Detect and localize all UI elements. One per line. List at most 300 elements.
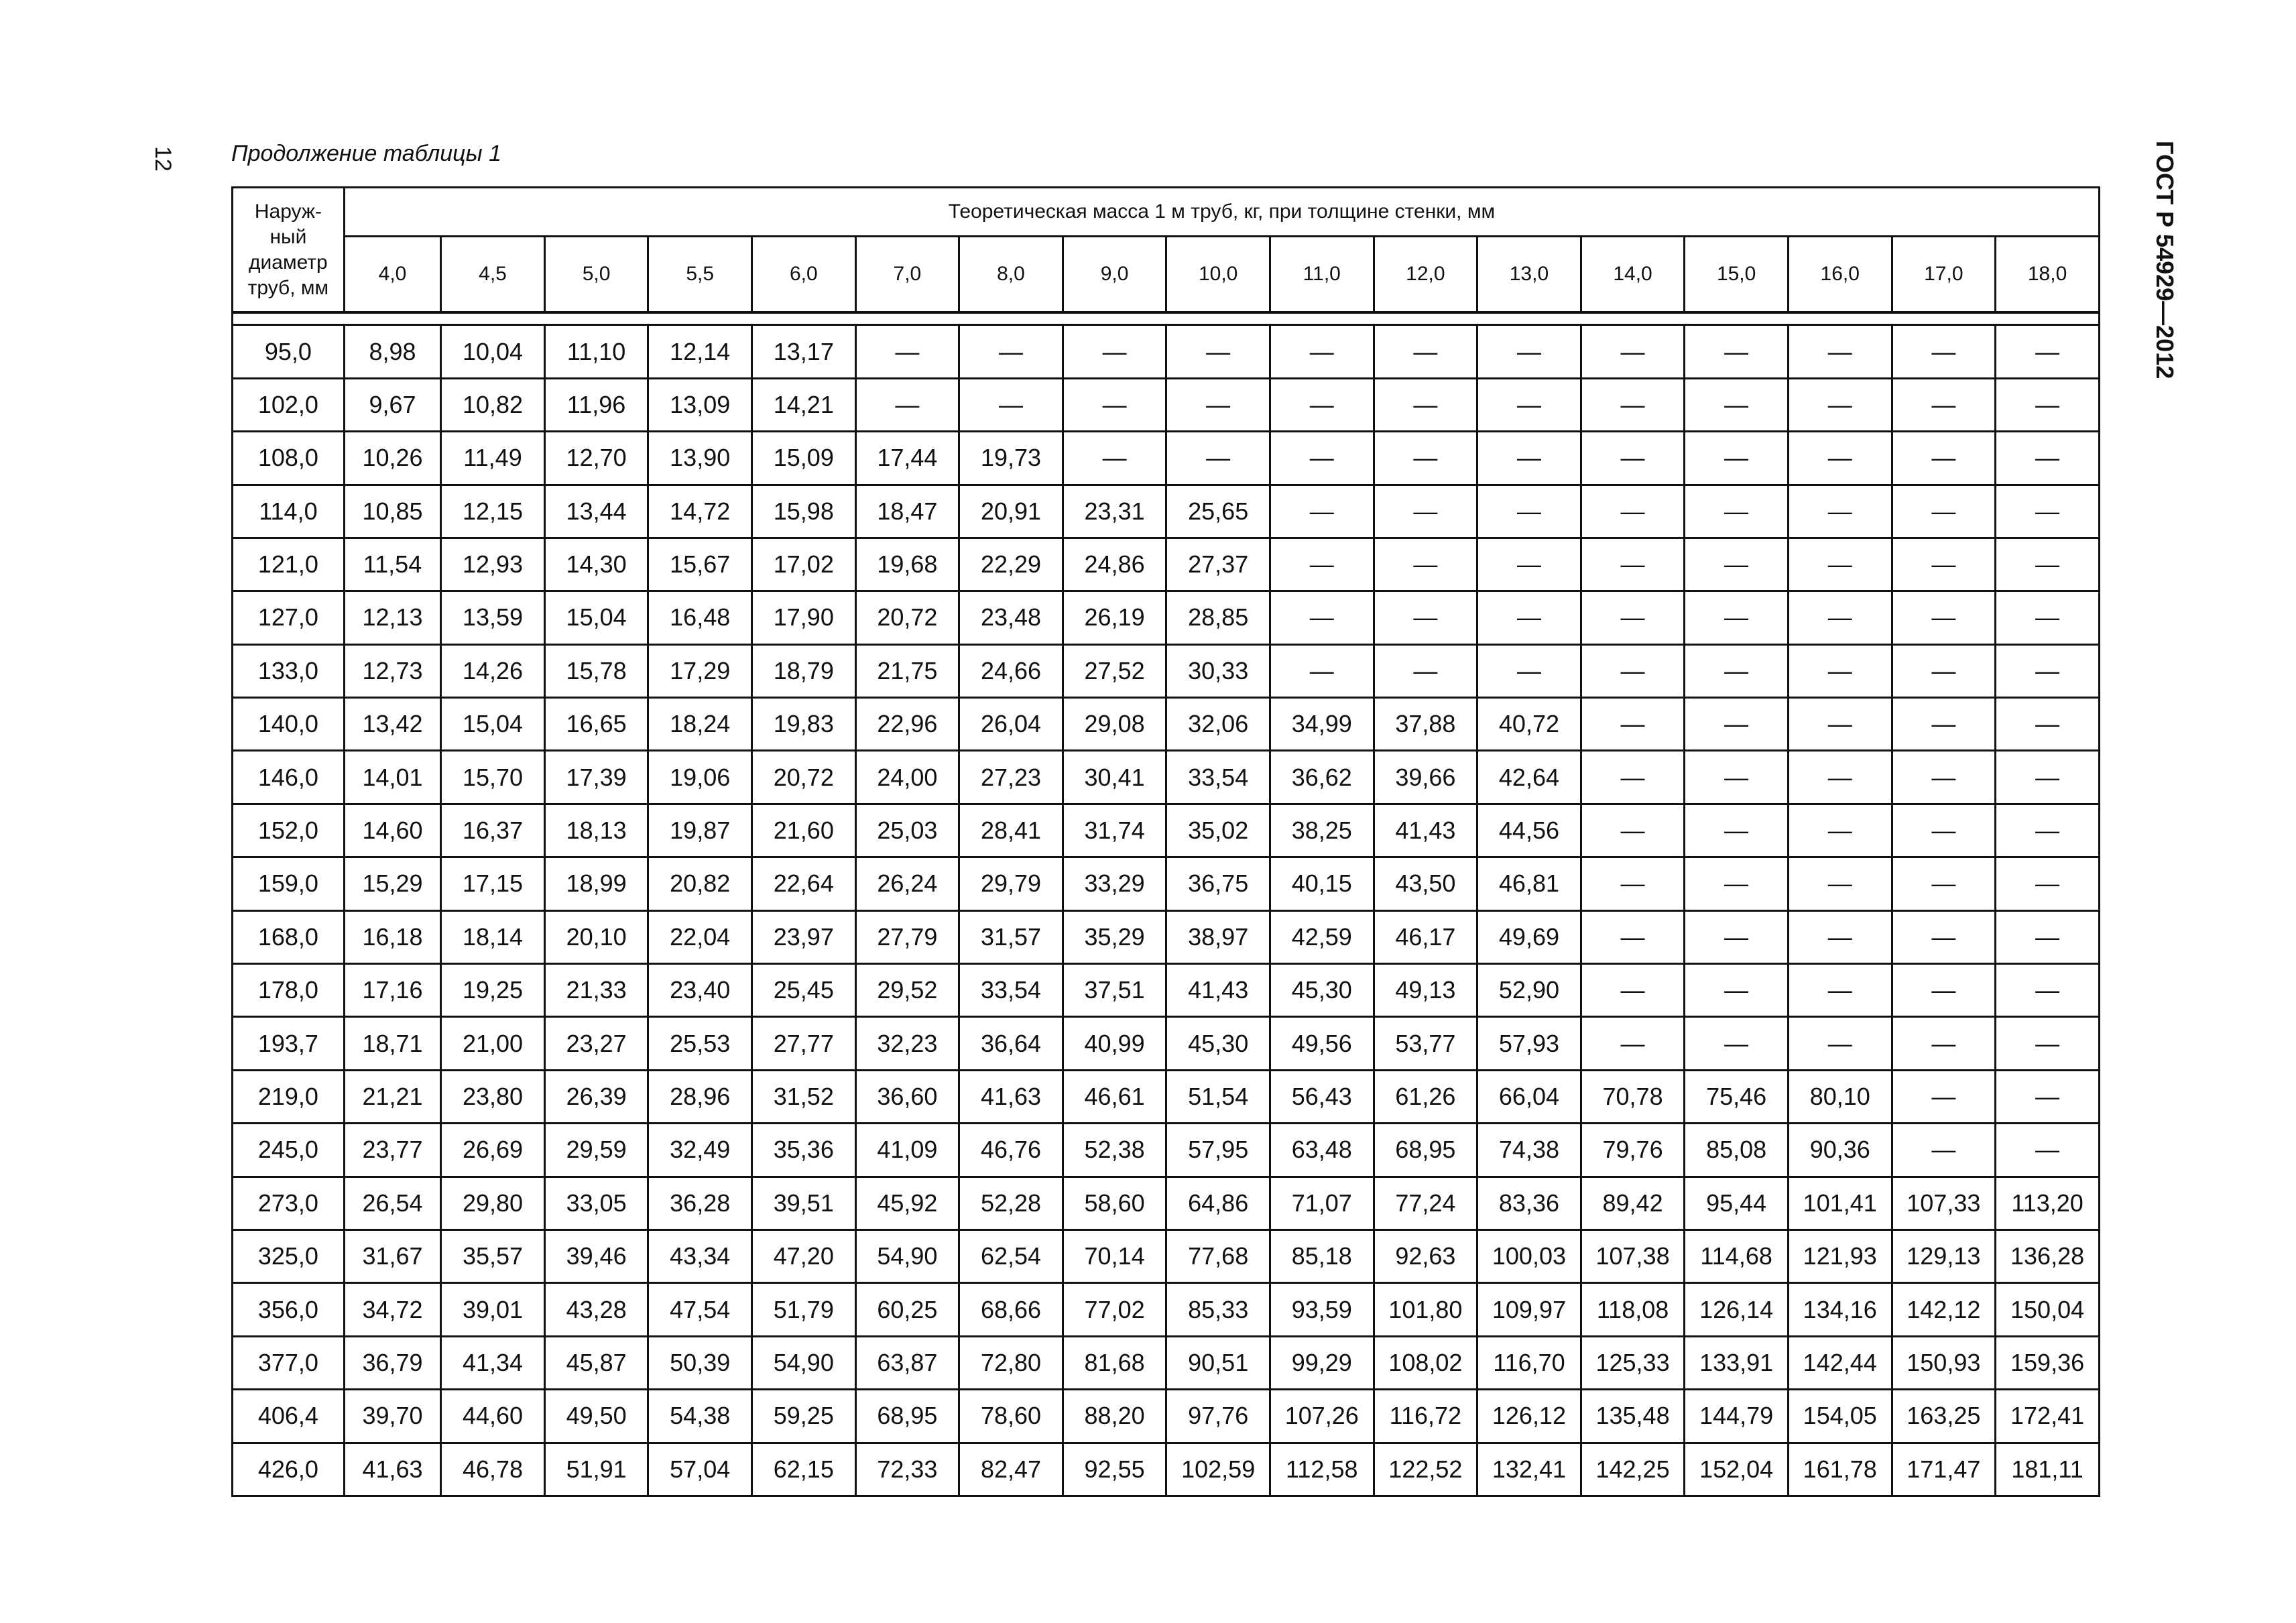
mass-cell: —	[1996, 1124, 2100, 1177]
mass-cell: 58,60	[1063, 1177, 1166, 1229]
outer-diameter-cell: 121,0	[233, 538, 345, 591]
mass-cell: —	[1996, 325, 2100, 378]
mass-cell: 42,64	[1477, 751, 1581, 804]
wall-thickness-header: 10,0	[1166, 237, 1270, 313]
mass-cell: —	[1996, 1017, 2100, 1070]
mass-cell: 15,04	[544, 591, 648, 644]
mass-cell: 15,04	[441, 698, 545, 751]
mass-cell: 62,54	[959, 1229, 1063, 1282]
mass-cell: 63,48	[1270, 1124, 1374, 1177]
mass-cell: 25,53	[648, 1017, 752, 1070]
diameter-header-line: ный	[269, 225, 307, 248]
mass-cell: 24,00	[855, 751, 959, 804]
mass-cell: 142,25	[1581, 1443, 1685, 1496]
table-row	[233, 644, 2100, 697]
mass-cell: 77,02	[1063, 1283, 1166, 1336]
mass-cell: 14,30	[544, 538, 648, 591]
mass-cell: 12,73	[344, 644, 440, 697]
mass-cell: 57,95	[1166, 1124, 1270, 1177]
mass-cell: 21,21	[344, 1070, 440, 1123]
mass-cell: 154,05	[1788, 1390, 1892, 1443]
mass-cell: 41,43	[1166, 964, 1270, 1017]
mass-cell: 52,38	[1063, 1124, 1166, 1177]
mass-cell: —	[1581, 325, 1685, 378]
mass-cell: 93,59	[1270, 1283, 1374, 1336]
mass-cell: —	[1788, 485, 1892, 538]
outer-diameter-cell: 108,0	[233, 432, 345, 485]
mass-cell: 90,51	[1166, 1336, 1270, 1389]
mass-cell: 18,13	[544, 804, 648, 857]
mass-cell: 150,04	[1996, 1283, 2100, 1336]
mass-cell: 36,75	[1166, 857, 1270, 910]
mass-cell: 54,38	[648, 1390, 752, 1443]
mass-cell: 26,19	[1063, 591, 1166, 644]
mass-cell: 122,52	[1374, 1443, 1477, 1496]
mass-cell: 33,05	[544, 1177, 648, 1229]
wall-thickness-header: 11,0	[1270, 237, 1374, 313]
mass-cell: —	[1996, 698, 2100, 751]
mass-cell: 22,29	[959, 538, 1063, 591]
mass-cell: —	[1581, 591, 1685, 644]
mass-cell: 17,16	[344, 964, 440, 1017]
mass-cell: 107,33	[1892, 1177, 1996, 1229]
mass-cell: 16,48	[648, 591, 752, 644]
mass-cell: 31,74	[1063, 804, 1166, 857]
mass-cell: 10,04	[441, 325, 545, 378]
mass-cell: 62,15	[752, 1443, 856, 1496]
mass-cell: —	[1788, 857, 1892, 910]
mass-cell: —	[1477, 485, 1581, 538]
table-row	[233, 591, 2100, 644]
mass-cell: 9,67	[344, 378, 440, 431]
mass-cell: 13,44	[544, 485, 648, 538]
mass-cell: 172,41	[1996, 1390, 2100, 1443]
mass-cell: —	[1788, 378, 1892, 431]
mass-cell: 10,26	[344, 432, 440, 485]
mass-cell: 33,29	[1063, 857, 1166, 910]
mass-cell: —	[1581, 644, 1685, 697]
table-row	[233, 1283, 2100, 1336]
mass-cell: 23,80	[441, 1070, 545, 1123]
mass-cell: 11,54	[344, 538, 440, 591]
outer-diameter-cell: 178,0	[233, 964, 345, 1017]
mass-cell: 47,54	[648, 1283, 752, 1336]
mass-cell: —	[1581, 432, 1685, 485]
mass-cell: 14,21	[752, 378, 856, 431]
table-row	[233, 751, 2100, 804]
mass-cell: —	[1996, 485, 2100, 538]
table-row	[233, 378, 2100, 431]
wall-thickness-header: 12,0	[1374, 237, 1477, 313]
mass-cell: —	[1685, 698, 1789, 751]
mass-cell: 20,72	[855, 591, 959, 644]
mass-cell: —	[1581, 910, 1685, 963]
mass-cell: 116,70	[1477, 1336, 1581, 1389]
mass-cell: —	[1788, 910, 1892, 963]
mass-cell: —	[1374, 538, 1477, 591]
mass-cell: 150,93	[1892, 1336, 1996, 1389]
mass-cell: —	[1685, 538, 1789, 591]
table-caption: Продолжение таблицы 1	[231, 141, 501, 166]
mass-cell: 36,28	[648, 1177, 752, 1229]
mass-cell: 161,78	[1788, 1443, 1892, 1496]
mass-cell: 51,91	[544, 1443, 648, 1496]
mass-cell: 126,12	[1477, 1390, 1581, 1443]
mass-cell: 25,45	[752, 964, 856, 1017]
mass-cell: —	[1063, 432, 1166, 485]
mass-cell: 136,28	[1996, 1229, 2100, 1282]
mass-cell: 26,04	[959, 698, 1063, 751]
mass-cell: 13,59	[441, 591, 545, 644]
mass-cell: 11,10	[544, 325, 648, 378]
mass-cell: 75,46	[1685, 1070, 1789, 1123]
wall-thickness-header: 17,0	[1892, 237, 1996, 313]
mass-cell: 126,14	[1685, 1283, 1789, 1336]
mass-cell: 34,72	[344, 1283, 440, 1336]
mass-cell: —	[1892, 432, 1996, 485]
mass-cell: —	[1892, 1017, 1996, 1070]
mass-cell: 49,50	[544, 1390, 648, 1443]
mass-cell: 30,41	[1063, 751, 1166, 804]
mass-cell: 64,86	[1166, 1177, 1270, 1229]
mass-cell: 27,52	[1063, 644, 1166, 697]
outer-diameter-cell: 133,0	[233, 644, 345, 697]
mass-cell: 52,90	[1477, 964, 1581, 1017]
mass-cell: 99,29	[1270, 1336, 1374, 1389]
mass-cell: 10,85	[344, 485, 440, 538]
mass-cell: 39,46	[544, 1229, 648, 1282]
mass-cell: —	[1477, 538, 1581, 591]
mass-cell: —	[1581, 751, 1685, 804]
mass-cell: —	[1581, 804, 1685, 857]
mass-cell: 31,67	[344, 1229, 440, 1282]
mass-cell: 15,98	[752, 485, 856, 538]
mass-cell: —	[1892, 485, 1996, 538]
mass-cell: 80,10	[1788, 1070, 1892, 1123]
mass-cell: 36,64	[959, 1017, 1063, 1070]
mass-cell: 63,87	[855, 1336, 959, 1389]
mass-cell: —	[1996, 378, 2100, 431]
mass-cell: 107,26	[1270, 1390, 1374, 1443]
mass-cell: 92,63	[1374, 1229, 1477, 1282]
outer-diameter-cell: 114,0	[233, 485, 345, 538]
mass-cell: 118,08	[1581, 1283, 1685, 1336]
wall-thickness-header: 5,0	[544, 237, 648, 313]
mass-cell: —	[1892, 751, 1996, 804]
mass-cell: 26,54	[344, 1177, 440, 1229]
mass-cell: —	[1996, 751, 2100, 804]
mass-cell: 97,76	[1166, 1390, 1270, 1443]
mass-cell: 19,25	[441, 964, 545, 1017]
mass-cell: 21,60	[752, 804, 856, 857]
mass-cell: 53,77	[1374, 1017, 1477, 1070]
mass-cell: 14,60	[344, 804, 440, 857]
mass-cell: 49,56	[1270, 1017, 1374, 1070]
mass-cell: 85,33	[1166, 1283, 1270, 1336]
mass-cell: 114,68	[1685, 1229, 1789, 1282]
mass-cell: 57,93	[1477, 1017, 1581, 1070]
mass-cell: 35,02	[1166, 804, 1270, 857]
mass-cell: 19,87	[648, 804, 752, 857]
mass-cell: 41,43	[1374, 804, 1477, 857]
mass-cell: —	[1996, 1070, 2100, 1123]
mass-cell: —	[1063, 325, 1166, 378]
mass-group-header: Теоретическая масса 1 м труб, кг, при толщине стенки, мм	[344, 188, 2099, 237]
mass-cell: —	[1270, 485, 1374, 538]
mass-cell: 129,13	[1892, 1229, 1996, 1282]
mass-cell: 109,97	[1477, 1283, 1581, 1336]
mass-cell: —	[1892, 1124, 1996, 1177]
mass-cell: 13,17	[752, 325, 856, 378]
mass-cell: 17,39	[544, 751, 648, 804]
mass-cell: 21,00	[441, 1017, 545, 1070]
mass-cell: 16,18	[344, 910, 440, 963]
mass-cell: 38,25	[1270, 804, 1374, 857]
mass-cell: —	[1581, 964, 1685, 1017]
mass-cell: —	[959, 325, 1063, 378]
mass-cell: 135,48	[1581, 1390, 1685, 1443]
table-row	[233, 1336, 2100, 1389]
mass-cell: 42,59	[1270, 910, 1374, 963]
mass-cell: —	[1477, 644, 1581, 697]
mass-cell: —	[1270, 591, 1374, 644]
mass-cell: 121,93	[1788, 1229, 1892, 1282]
mass-cell: 15,67	[648, 538, 752, 591]
mass-cell: 36,79	[344, 1336, 440, 1389]
diameter-column-header	[233, 188, 345, 313]
mass-cell: —	[1788, 538, 1892, 591]
mass-cell: 27,77	[752, 1017, 856, 1070]
mass-cell: —	[1996, 910, 2100, 963]
mass-cell: —	[1685, 910, 1789, 963]
mass-cell: 152,04	[1685, 1443, 1789, 1496]
pipe-mass-table	[231, 186, 2100, 1497]
mass-cell: 16,37	[441, 804, 545, 857]
mass-cell: —	[1892, 1070, 1996, 1123]
mass-cell: —	[1685, 591, 1789, 644]
wall-thickness-header: 16,0	[1788, 237, 1892, 313]
mass-cell: —	[1892, 804, 1996, 857]
mass-cell: —	[1996, 538, 2100, 591]
mass-cell: 107,38	[1581, 1229, 1685, 1282]
mass-cell: 28,96	[648, 1070, 752, 1123]
diameter-header-line: труб, мм	[247, 276, 329, 299]
mass-cell: 40,72	[1477, 698, 1581, 751]
mass-cell: 15,70	[441, 751, 545, 804]
mass-cell: 39,01	[441, 1283, 545, 1336]
mass-cell: 116,72	[1374, 1390, 1477, 1443]
mass-cell: 68,66	[959, 1283, 1063, 1336]
mass-cell: 46,81	[1477, 857, 1581, 910]
mass-cell: 85,18	[1270, 1229, 1374, 1282]
mass-cell: —	[1166, 378, 1270, 431]
mass-cell: 22,04	[648, 910, 752, 963]
table-row	[233, 1443, 2100, 1496]
mass-cell: —	[1166, 432, 1270, 485]
mass-cell: 27,23	[959, 751, 1063, 804]
mass-cell: 33,54	[1166, 751, 1270, 804]
mass-cell: 38,97	[1166, 910, 1270, 963]
mass-cell: —	[1685, 644, 1789, 697]
mass-cell: 46,17	[1374, 910, 1477, 963]
mass-cell: 34,99	[1270, 698, 1374, 751]
mass-cell: 19,06	[648, 751, 752, 804]
mass-cell: 144,79	[1685, 1390, 1789, 1443]
mass-cell: 29,08	[1063, 698, 1166, 751]
mass-cell: 11,49	[441, 432, 545, 485]
mass-cell: 23,40	[648, 964, 752, 1017]
table-row	[233, 1124, 2100, 1177]
mass-cell: —	[1788, 432, 1892, 485]
standard-code: ГОСТ Р 54929—2012	[2151, 141, 2179, 379]
mass-cell: —	[1270, 538, 1374, 591]
mass-cell: —	[959, 378, 1063, 431]
mass-cell: —	[855, 378, 959, 431]
mass-cell: 39,70	[344, 1390, 440, 1443]
wall-thickness-header: 6,0	[752, 237, 856, 313]
mass-cell: 12,93	[441, 538, 545, 591]
table-row	[233, 910, 2100, 963]
mass-cell: 39,66	[1374, 751, 1477, 804]
mass-cell: 19,73	[959, 432, 1063, 485]
mass-cell: 37,51	[1063, 964, 1166, 1017]
mass-cell: —	[1996, 964, 2100, 1017]
mass-cell: 39,51	[752, 1177, 856, 1229]
mass-cell: 66,04	[1477, 1070, 1581, 1123]
mass-cell: 20,10	[544, 910, 648, 963]
mass-cell: 100,03	[1477, 1229, 1581, 1282]
mass-cell: —	[1685, 432, 1789, 485]
mass-cell: 108,02	[1374, 1336, 1477, 1389]
mass-cell: 22,64	[752, 857, 856, 910]
mass-cell: 181,11	[1996, 1443, 2100, 1496]
outer-diameter-cell: 325,0	[233, 1229, 345, 1282]
wall-thickness-header: 18,0	[1996, 237, 2100, 313]
mass-cell: 51,54	[1166, 1070, 1270, 1123]
mass-cell: 17,29	[648, 644, 752, 697]
mass-cell: 45,92	[855, 1177, 959, 1229]
mass-cell: —	[1477, 591, 1581, 644]
mass-cell: 23,31	[1063, 485, 1166, 538]
mass-cell: 40,99	[1063, 1017, 1166, 1070]
mass-cell: —	[1477, 325, 1581, 378]
mass-cell: —	[1996, 591, 2100, 644]
mass-cell: —	[1685, 751, 1789, 804]
mass-cell: 50,39	[648, 1336, 752, 1389]
mass-cell: 23,97	[752, 910, 856, 963]
mass-cell: 15,29	[344, 857, 440, 910]
mass-cell: —	[1581, 378, 1685, 431]
mass-cell: —	[1581, 857, 1685, 910]
mass-cell: 26,69	[441, 1124, 545, 1177]
mass-cell: —	[1685, 378, 1789, 431]
mass-cell: —	[1892, 964, 1996, 1017]
mass-cell: 25,65	[1166, 485, 1270, 538]
mass-cell: 88,20	[1063, 1390, 1166, 1443]
mass-cell: 18,14	[441, 910, 545, 963]
mass-cell: 90,36	[1788, 1124, 1892, 1177]
mass-cell: 13,90	[648, 432, 752, 485]
mass-cell: —	[1374, 591, 1477, 644]
mass-cell: —	[1788, 1017, 1892, 1070]
mass-cell: —	[1270, 644, 1374, 697]
mass-cell: 142,44	[1788, 1336, 1892, 1389]
diameter-header-line: диаметр	[249, 251, 328, 274]
mass-cell: 83,36	[1477, 1177, 1581, 1229]
mass-cell: 35,29	[1063, 910, 1166, 963]
mass-cell: —	[1788, 698, 1892, 751]
mass-cell: —	[1892, 538, 1996, 591]
mass-cell: —	[1063, 378, 1166, 431]
mass-cell: 70,78	[1581, 1070, 1685, 1123]
mass-cell: 23,48	[959, 591, 1063, 644]
mass-cell: 32,06	[1166, 698, 1270, 751]
mass-cell: —	[1788, 751, 1892, 804]
mass-cell: 92,55	[1063, 1443, 1166, 1496]
mass-cell: 18,99	[544, 857, 648, 910]
mass-cell: —	[1892, 644, 1996, 697]
mass-cell: 35,57	[441, 1229, 545, 1282]
wall-thickness-header: 4,0	[344, 237, 440, 313]
table-row	[233, 964, 2100, 1017]
mass-cell: 113,20	[1996, 1177, 2100, 1229]
mass-cell: 133,91	[1685, 1336, 1789, 1389]
wall-thickness-header: 5,5	[648, 237, 752, 313]
mass-cell: 59,25	[752, 1390, 856, 1443]
mass-cell: 41,63	[344, 1443, 440, 1496]
mass-cell: 14,72	[648, 485, 752, 538]
mass-cell: 16,65	[544, 698, 648, 751]
header-separator	[233, 312, 2100, 325]
mass-cell: —	[1996, 804, 2100, 857]
mass-cell: 27,79	[855, 910, 959, 963]
mass-cell: 13,42	[344, 698, 440, 751]
mass-cell: 21,75	[855, 644, 959, 697]
mass-cell: 54,90	[855, 1229, 959, 1282]
mass-cell: —	[1477, 378, 1581, 431]
mass-cell: 70,14	[1063, 1229, 1166, 1282]
mass-cell: 24,86	[1063, 538, 1166, 591]
mass-cell: 52,28	[959, 1177, 1063, 1229]
table-row	[233, 1390, 2100, 1443]
wall-thickness-header-row	[233, 237, 2100, 313]
mass-cell: 17,15	[441, 857, 545, 910]
mass-cell: 18,79	[752, 644, 856, 697]
outer-diameter-cell: 193,7	[233, 1017, 345, 1070]
outer-diameter-cell: 377,0	[233, 1336, 345, 1389]
mass-cell: —	[1996, 857, 2100, 910]
mass-cell: 21,33	[544, 964, 648, 1017]
outer-diameter-cell: 159,0	[233, 857, 345, 910]
mass-cell: 22,96	[855, 698, 959, 751]
mass-cell: 23,27	[544, 1017, 648, 1070]
mass-cell: —	[1581, 698, 1685, 751]
mass-cell: —	[1270, 378, 1374, 431]
mass-cell: 11,96	[544, 378, 648, 431]
mass-cell: 12,15	[441, 485, 545, 538]
mass-cell: —	[1892, 910, 1996, 963]
mass-cell: —	[855, 325, 959, 378]
mass-cell: 43,50	[1374, 857, 1477, 910]
mass-cell: 44,56	[1477, 804, 1581, 857]
mass-cell: —	[1892, 857, 1996, 910]
outer-diameter-cell: 152,0	[233, 804, 345, 857]
mass-cell: 14,01	[344, 751, 440, 804]
outer-diameter-cell: 273,0	[233, 1177, 345, 1229]
mass-cell: 36,62	[1270, 751, 1374, 804]
mass-cell: 112,58	[1270, 1443, 1374, 1496]
mass-cell: 23,77	[344, 1124, 440, 1177]
